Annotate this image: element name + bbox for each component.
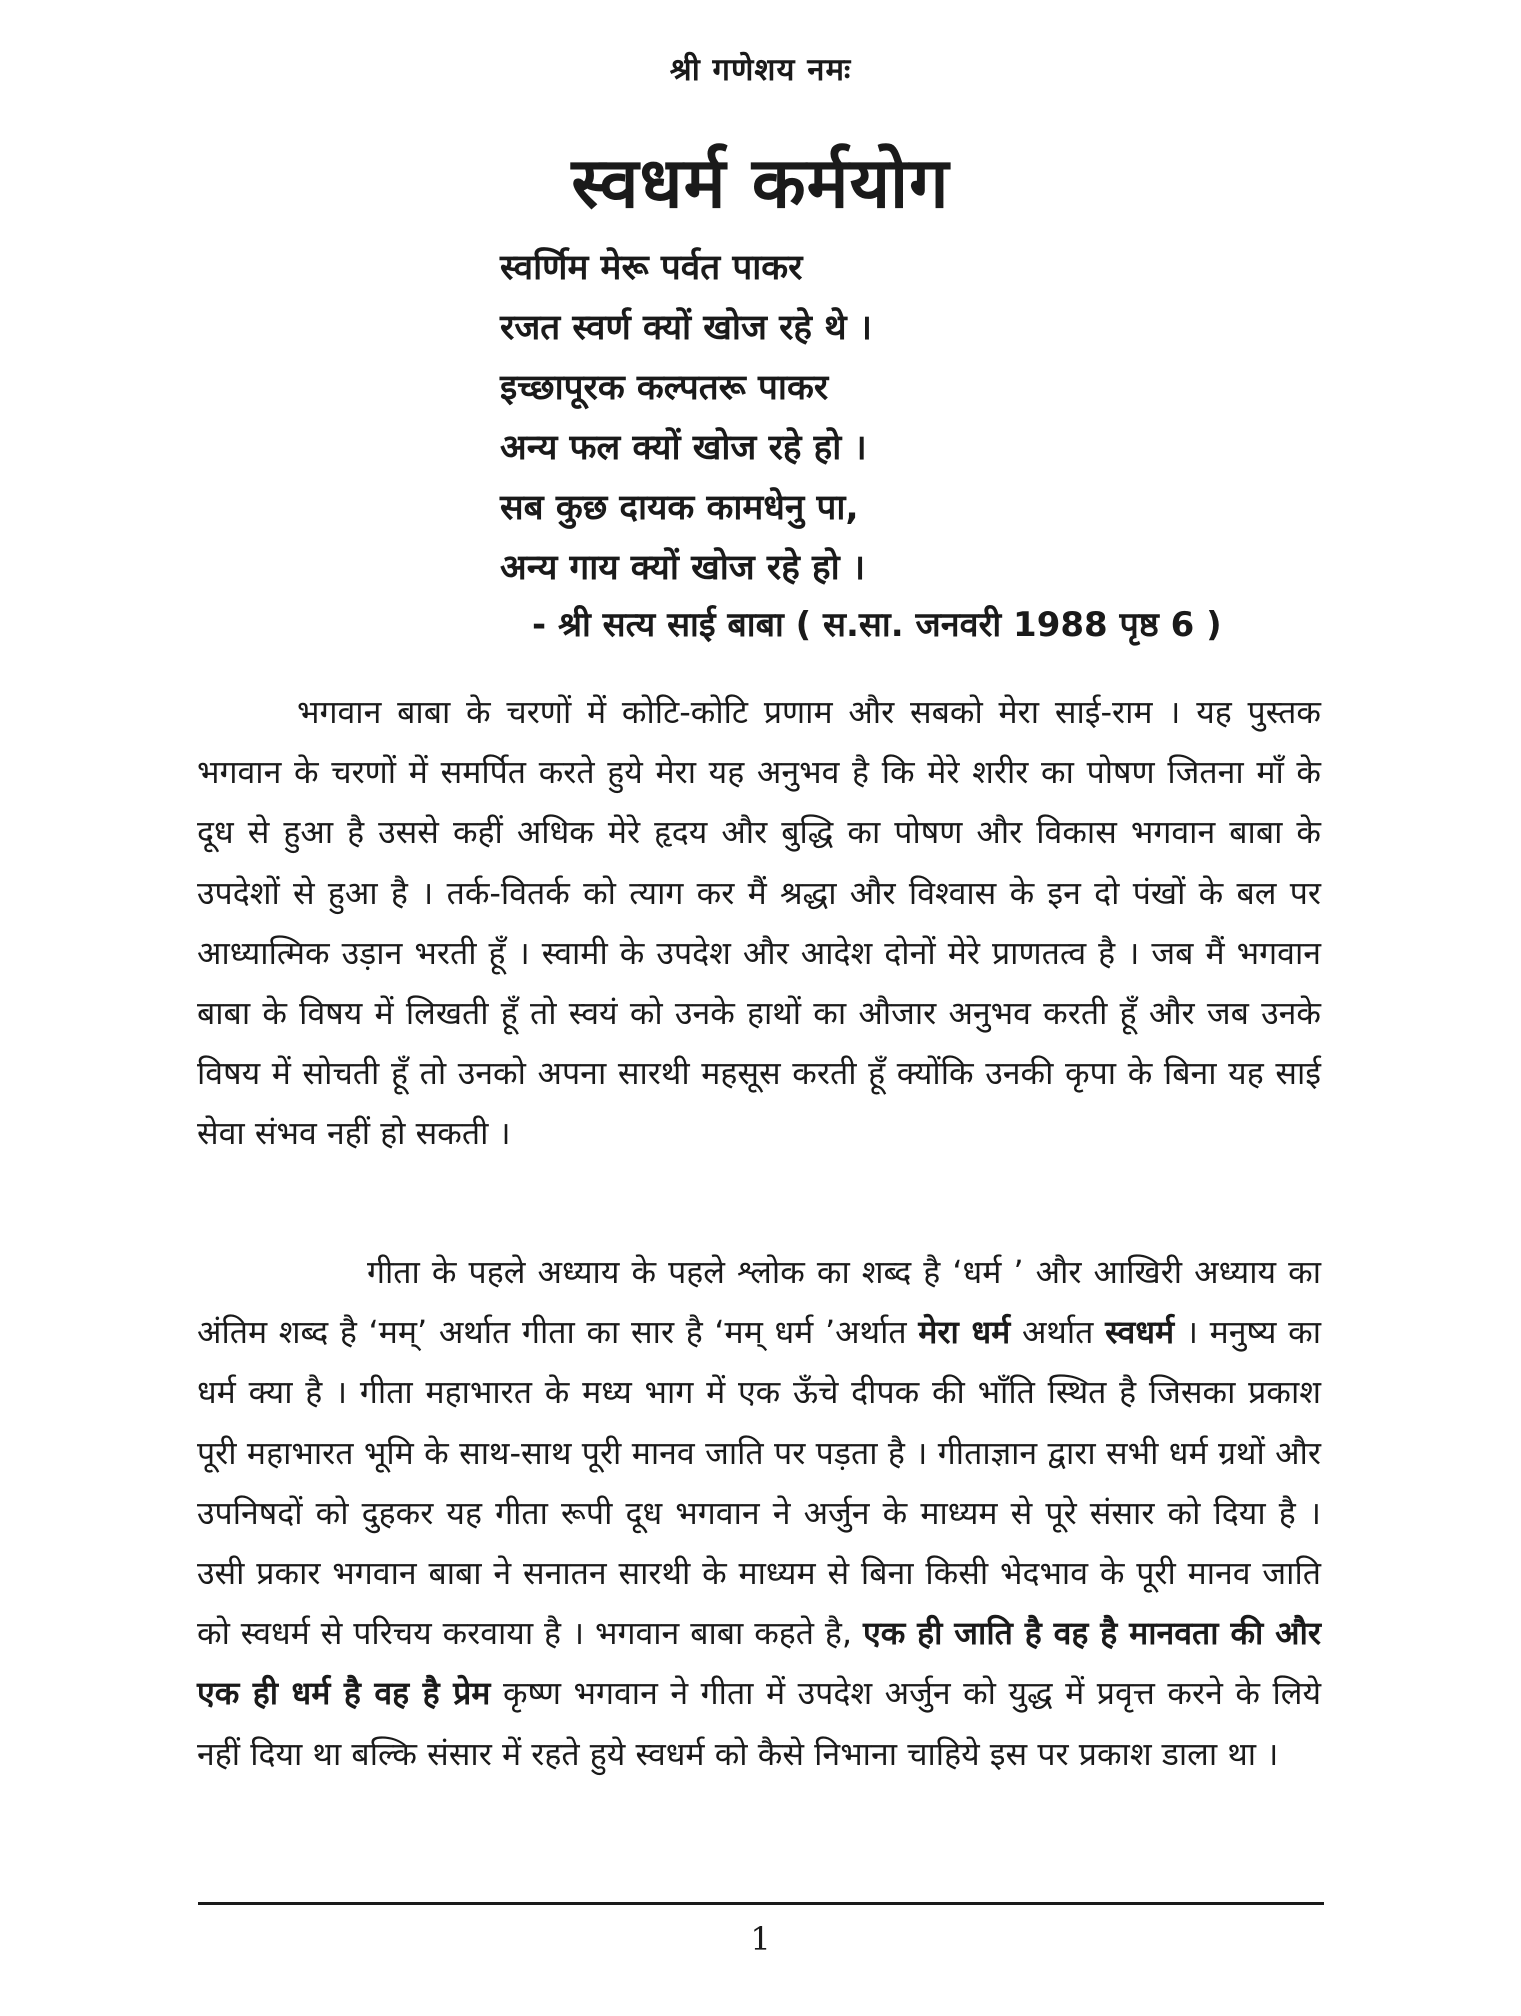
paragraph-2-text-b: अर्थात <box>1021 1313 1094 1352</box>
paragraph-2-emphasis-swadharma: स्वधर्म <box>1105 1313 1175 1352</box>
poem-block <box>500 238 1400 598</box>
paragraph-1-text: भगवान बाबा के चरणों में कोटि-कोटि प्रणाम और सबको मेरा साई-राम । यह पुस्तक भगवान के चरणों में समर्पित करते हुये मेरा यह अनुभव है कि मेरे शरीर का पोषण जितना माँ के दूध से हुआ है उससे कहीं अधिक मेरे हृदय और बुद्धि का पोषण और विकास भगवान बाबा के उपदेशों से हुआ है । तर्क-वितर्क को त्याग कर मैं श्रद्धा और विश्वास के इन दो पंखों के बल पर आध्यात्मिक उड़ान भरती हूँ । स्वामी के उपदेश और आदेश दोनों मेरे प्राणतत्व है । जब मैं भगवान बाबा के विषय में लिखती हूँ तो स्वयं को उनके हाथों का औजार अनुभव करती हूँ और जब उनके विषय में सोचती हूँ तो उनको अपना सारथी महसूस करती हूँ क्योंकि उनकी कृपा के बिना यह साई सेवा संभव नहीं हो सकती । <box>197 693 1321 1153</box>
paragraph-2 <box>197 1242 1321 1784</box>
poem-line: सब कुछ दायक कामधेनु पा, <box>500 488 859 528</box>
paragraph-2-text-c: । मनुष्य का धर्म क्या है । गीता महाभारत के मध्य भाग में एक ऊँचे दीपक की भाँति स्थित है जिसका प्रकाश पूरी महाभारत भूमि के साथ-साथ पूरी मानव जाति पर पड़ता है । गीताज्ञान द्वारा सभी धर्म ग्रथों और उपनिषदों को दुहकर यह गीता रूपी दूध भगवान ने अर्जुन के माध्यम से पूरे संसार को दिया है । उसी प्रकार भगवान बाबा ने सनातन सारथी के माध्यम से बिना किसी भेदभाव के पूरी मानव जाति को स्वधर्म से परिचय करवाया है । भगवान बाबा कहते है, <box>197 1313 1322 1653</box>
poem-attribution: - श्री सत्य साई बाबा ( स.सा. जनवरी 1988 पृष्ठ 6 ) <box>532 605 1222 645</box>
footer-divider <box>198 1902 1324 1905</box>
poem-line: इच्छापूरक कल्पतरू पाकर <box>500 368 829 408</box>
invocation-heading: श्री गणेशय नमः <box>669 52 852 88</box>
paragraph-1 <box>197 682 1321 1164</box>
paragraph-2-emphasis-mera-dharma: मेरा धर्म <box>918 1313 1011 1352</box>
poem-line: स्वर्णिम मेरू पर्वत पाकर <box>500 248 803 288</box>
page-title: स्वधर्म कर्मयोग <box>571 142 950 224</box>
page-number: 1 <box>750 1920 771 1958</box>
paragraph-2-text-d: कृष्ण भगवान ने गीता में उपदेश अर्जुन को युद्ध में प्रवृत्त करने के लिये नहीं दिया था बल्कि संसार में रहते हुये स्वधर्म को कैसे निभाना चाहिये इस पर प्रकाश डाला था । <box>197 1674 1322 1773</box>
paragraph-2-text-a: गीता के पहले अध्याय के पहले श्लोक का शब्द है ‘धर्म ’ और आखिरी अध्याय का अंतिम शब्द है ‘मम्’ अर्थात गीता का सार है ‘मम् धर्म ’अर्थात <box>197 1253 1321 1352</box>
poem-line: अन्य फल क्यों खोज रहे हो । <box>500 428 867 468</box>
poem-line: रजत स्वर्ण क्यों खोज रहे थे । <box>500 308 873 348</box>
paragraph-2-emphasis-quote: एक ही जाति है वह है मानवता की और एक ही धर्म है वह है प्रेम <box>197 1614 1322 1713</box>
poem-line: अन्य गाय क्यों खोज रहे हो । <box>500 548 866 588</box>
